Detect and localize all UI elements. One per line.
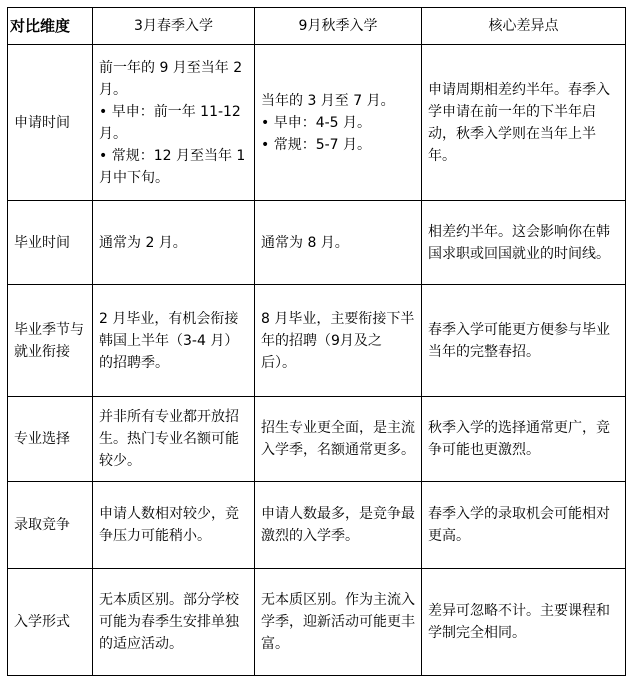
header-row bbox=[8, 8, 626, 45]
spring-line: • 常规：12 月至当年 1 月中下旬。 bbox=[99, 147, 246, 186]
header-autumn-intake: 9月秋季入学 bbox=[255, 8, 422, 45]
row-dimension: 申请时间 bbox=[8, 45, 93, 201]
spring-line: 通常为 2 月。 bbox=[99, 234, 187, 251]
table-row-application-time bbox=[8, 45, 626, 201]
autumn-cell bbox=[255, 45, 422, 201]
row-dimension: 毕业季节与就业衔接 bbox=[8, 285, 93, 397]
difference-cell: 相差约半年。这会影响你在韩国求职或回国就业的时间线。 bbox=[422, 201, 626, 285]
header-dimension: 对比维度 bbox=[8, 8, 93, 45]
spring-cell bbox=[93, 569, 255, 676]
autumn-line: 招生专业更全面，是主流入学季，名额通常更多。 bbox=[261, 420, 415, 458]
autumn-cell bbox=[255, 482, 422, 569]
difference-cell: 春季入学可能更方便参与毕业当年的完整春招。 bbox=[422, 285, 626, 397]
spring-line: 并非所有专业都开放招生。热门专业名额可能较少。 bbox=[99, 409, 239, 469]
difference-cell: 秋季入学的选择通常更广，竞争可能也更激烈。 bbox=[422, 397, 626, 482]
autumn-cell bbox=[255, 569, 422, 676]
table-row-graduation-time bbox=[8, 201, 626, 285]
spring-line: 无本质区别。部分学校可能为春季生安排单独的适应活动。 bbox=[99, 592, 239, 652]
spring-cell bbox=[93, 201, 255, 285]
autumn-line: 无本质区别。作为主流入学季，迎新活动可能更丰富。 bbox=[261, 592, 415, 652]
table-row-admission-competition bbox=[8, 482, 626, 569]
header-core-difference: 核心差异点 bbox=[422, 8, 626, 45]
autumn-cell bbox=[255, 285, 422, 397]
autumn-line: 8 月毕业，主要衔接下半年的招聘（9月及之后）。 bbox=[261, 310, 415, 371]
difference-cell: 差异可忽略不计。主要课程和学制完全相同。 bbox=[422, 569, 626, 676]
spring-line: 2 月毕业，有机会衔接韩国上半年（3-4 月）的招聘季。 bbox=[99, 310, 239, 371]
autumn-line: 当年的 3 月至 7 月。 bbox=[261, 92, 395, 109]
table-row-major-choice bbox=[8, 397, 626, 482]
row-dimension: 毕业时间 bbox=[8, 201, 93, 285]
table-row-graduation-employment bbox=[8, 285, 626, 397]
spring-line: • 早申：前一年 11-12 月。 bbox=[99, 103, 241, 142]
spring-cell bbox=[93, 482, 255, 569]
row-dimension: 专业选择 bbox=[8, 397, 93, 482]
spring-cell bbox=[93, 45, 255, 201]
autumn-line: • 常规：5-7 月。 bbox=[261, 136, 372, 153]
spring-line: 申请人数相对较少，竞争压力可能稍小。 bbox=[99, 506, 239, 544]
header-spring-intake: 3月春季入学 bbox=[93, 8, 255, 45]
row-dimension: 录取竞争 bbox=[8, 482, 93, 569]
autumn-cell bbox=[255, 397, 422, 482]
difference-cell: 春季入学的录取机会可能相对更高。 bbox=[422, 482, 626, 569]
spring-cell bbox=[93, 397, 255, 482]
spring-cell bbox=[93, 285, 255, 397]
table-row-enrollment-form bbox=[8, 569, 626, 676]
row-dimension: 入学形式 bbox=[8, 569, 93, 676]
spring-line: 前一年的 9 月至当年 2 月。 bbox=[99, 59, 243, 98]
difference-cell: 申请周期相差约半年。春季入学申请在前一年的下半年启动，秋季入学则在当年上半年。 bbox=[422, 45, 626, 201]
autumn-line: 申请人数最多，是竞争最激烈的入学季。 bbox=[261, 506, 415, 544]
autumn-line: 通常为 8 月。 bbox=[261, 234, 349, 251]
autumn-line: • 早申：4-5 月。 bbox=[261, 114, 372, 131]
comparison-table bbox=[7, 7, 626, 676]
autumn-cell bbox=[255, 201, 422, 285]
